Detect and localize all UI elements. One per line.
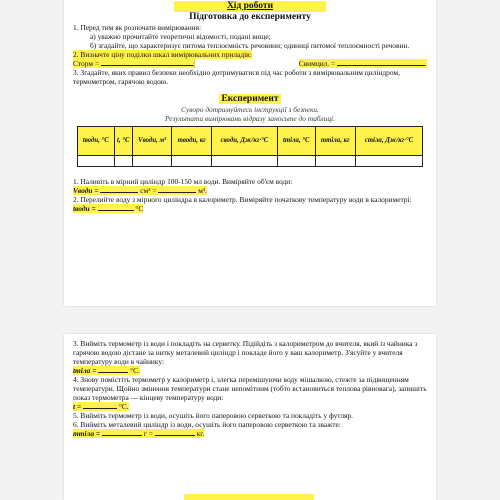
header-cell: tводи, °C	[78, 127, 115, 156]
next-heading-highlight	[184, 494, 314, 500]
results-table	[77, 126, 423, 167]
experiment-note-results: Результати вимірювань відразу заносьте до таблиці.	[165, 114, 335, 123]
step-2: 2. Визначте ціну поділки шкал вимірювальних приладів:	[73, 50, 252, 59]
instruction-5: 5. Вийміть термометр із води, осушіть його паперовою серветкою та покладіть у футляр.	[73, 411, 353, 420]
header-title: Хід роботи	[174, 1, 326, 12]
instruction-6: 6. Вийміть металевий циліндр із води, осушіть його паперовою серветкою та зважте:	[73, 420, 341, 429]
worksheet-page-1	[64, 0, 436, 306]
step-3: 3. Згадайте, яких правил безпеки необхідно дотримуватися під час роботи з вимірювальним циліндром, термометром, гарячою водою.	[73, 68, 400, 86]
header-cell: tтіла, °C	[278, 127, 315, 156]
instruction-6-formula: mтіла = г = кг.	[73, 429, 205, 438]
experiment-title: Експеримент	[221, 94, 279, 104]
header-cell: Vводи, м³	[132, 127, 171, 156]
instruction-3-formula: tтіла = °C.	[73, 366, 140, 375]
header-subtitle: Підготовка до експерименту	[189, 12, 311, 22]
worksheet-page-2	[64, 334, 436, 500]
instruction-4: 4. Знову помістіть термометр у калориметр і, злегка перемішуючи воду мішалкою, стежте за підвищенням температури. Щойно змінення температури стане непомітним (тобто встановиться теплова рівновага), запишіть показ термометра — кінцеву температуру води:	[73, 375, 427, 402]
instruction-1-formula: Vводи = см³ = м³.	[73, 186, 207, 195]
header-cell: cводи, Дж/кг·°C	[211, 127, 277, 156]
instruction-4-formula: t = °C.	[73, 402, 129, 411]
header-cell: mтіла, кг	[315, 127, 355, 156]
instruction-2-formula: tводи = °C	[73, 204, 144, 213]
results-table-row	[78, 156, 423, 167]
results-table-header	[78, 127, 423, 156]
scale-right: Cвимцил. = .	[298, 59, 427, 68]
scale-left: Cторм = ;	[73, 59, 195, 68]
instruction-3: 3. Вийміть термометр із води і покладіть на серветку. Підійдіть з калориметром до вчителя, який із чайника з гарячою водою дістане за нитку металевий циліндр і покладе його у ваш калориметр. З'ясуйте у вчителя температуру води в чайнику:	[73, 339, 418, 366]
step-1: 1. Перед тим як розпочати вимірювання:	[73, 23, 202, 32]
instruction-1: 1. Наливіть в мірний циліндр 100-150 мл води. Виміряйте об'єм води:	[73, 177, 293, 186]
experiment-note-safety: Суворо дотримуйтесь інструкції з безпеки.	[181, 105, 319, 114]
header-cell: t, °C	[114, 127, 132, 156]
instruction-2: 2. Перелийте воду з мірного циліндра в калориметр. Виміряйте початкову температуру води в калориметрі:	[73, 195, 412, 204]
header-cell: cтіла, Дж/кг·°C	[355, 127, 422, 156]
step-1b: б) згадайте, що характеризує питома теплоємність речовини; одиниці питомої теплоємності речовин.	[90, 41, 410, 50]
step-1a: а) уважно прочитайте теоретичні відомості, подані вище;	[90, 32, 271, 41]
scale-values	[64, 59, 436, 68]
header-cell: mводи, кг	[172, 127, 211, 156]
